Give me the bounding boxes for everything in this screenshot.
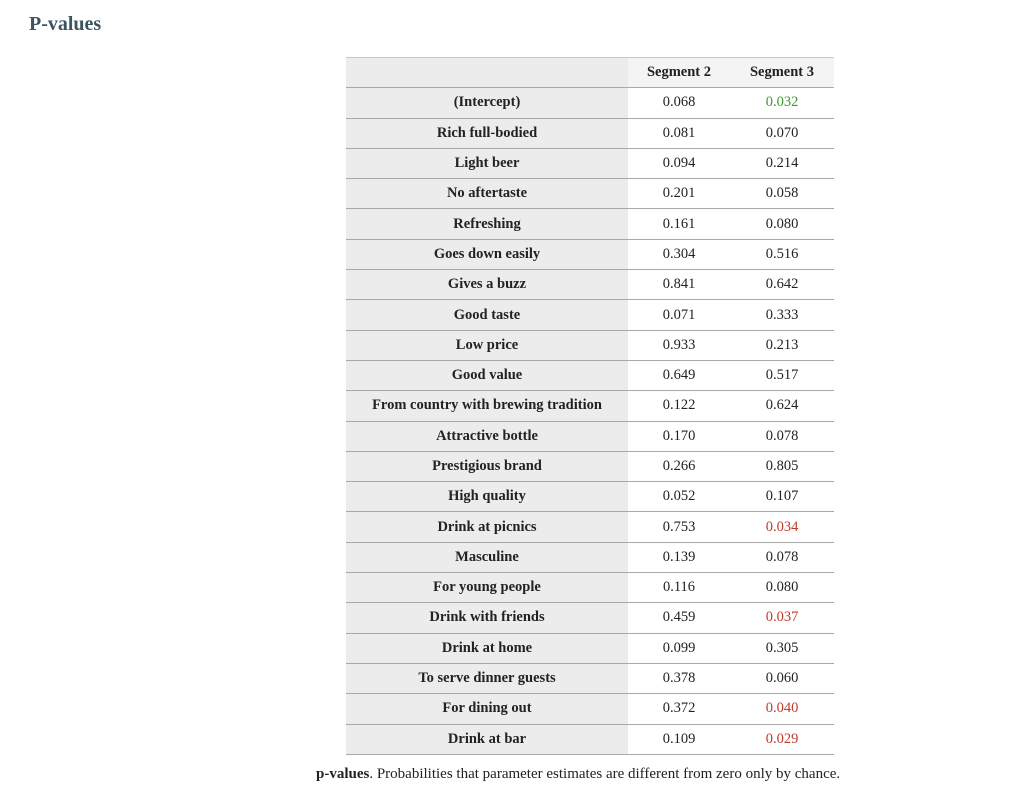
segment-2-value: 0.170 — [628, 421, 730, 451]
table-row — [346, 633, 834, 663]
segment-2-value: 0.304 — [628, 239, 730, 269]
row-label: High quality — [346, 482, 628, 512]
row-label: Drink at picnics — [346, 512, 628, 542]
row-label: Prestigious brand — [346, 451, 628, 481]
page-title: P-values — [29, 13, 102, 35]
segment-2-value: 0.068 — [628, 88, 730, 118]
header-corner — [346, 58, 628, 88]
table-row — [346, 542, 834, 572]
segment-3-value: 0.070 — [730, 118, 834, 148]
table-row — [346, 300, 834, 330]
header-row — [346, 58, 834, 88]
segment-3-value: 0.080 — [730, 573, 834, 603]
segment-2-value: 0.933 — [628, 330, 730, 360]
caption-text: . Probabilities that parameter estimates are different from zero only by chance. — [369, 766, 841, 782]
table-body — [346, 88, 834, 755]
table-row — [346, 360, 834, 390]
row-label: Rich full-bodied — [346, 118, 628, 148]
row-label: Good value — [346, 360, 628, 390]
table-row — [346, 391, 834, 421]
p-values-table-container — [346, 57, 834, 755]
table-caption — [316, 766, 840, 783]
table-row — [346, 451, 834, 481]
table-row — [346, 330, 834, 360]
segment-3-value: 0.037 — [730, 603, 834, 633]
segment-3-value: 0.078 — [730, 421, 834, 451]
header-segment-3: Segment 3 — [730, 58, 834, 88]
segment-2-value: 0.372 — [628, 694, 730, 724]
segment-2-value: 0.201 — [628, 179, 730, 209]
segment-2-value: 0.266 — [628, 451, 730, 481]
segment-3-value: 0.305 — [730, 633, 834, 663]
segment-2-value: 0.081 — [628, 118, 730, 148]
header-segment-2: Segment 2 — [628, 58, 730, 88]
row-label: From country with brewing tradition — [346, 391, 628, 421]
row-label: Drink at home — [346, 633, 628, 663]
segment-2-value: 0.459 — [628, 603, 730, 633]
table-header — [346, 58, 834, 88]
segment-3-value: 0.078 — [730, 542, 834, 572]
row-label: Light beer — [346, 148, 628, 178]
table-row — [346, 421, 834, 451]
segment-3-value: 0.060 — [730, 663, 834, 693]
segment-3-value: 0.642 — [730, 270, 834, 300]
segment-3-value: 0.029 — [730, 724, 834, 754]
segment-3-value: 0.032 — [730, 88, 834, 118]
segment-2-value: 0.649 — [628, 360, 730, 390]
row-label: For young people — [346, 573, 628, 603]
row-label: Goes down easily — [346, 239, 628, 269]
segment-3-value: 0.107 — [730, 482, 834, 512]
segment-3-value: 0.213 — [730, 330, 834, 360]
row-label: No aftertaste — [346, 179, 628, 209]
row-label: Attractive bottle — [346, 421, 628, 451]
row-label: To serve dinner guests — [346, 663, 628, 693]
segment-3-value: 0.516 — [730, 239, 834, 269]
row-label: Drink at bar — [346, 724, 628, 754]
segment-3-value: 0.040 — [730, 694, 834, 724]
table-row — [346, 239, 834, 269]
row-label: Refreshing — [346, 209, 628, 239]
table-row — [346, 482, 834, 512]
segment-2-value: 0.099 — [628, 633, 730, 663]
row-label: Good taste — [346, 300, 628, 330]
segment-2-value: 0.094 — [628, 148, 730, 178]
table-row — [346, 179, 834, 209]
table-row — [346, 512, 834, 542]
segment-3-value: 0.805 — [730, 451, 834, 481]
segment-3-value: 0.214 — [730, 148, 834, 178]
segment-3-value: 0.517 — [730, 360, 834, 390]
table-row — [346, 209, 834, 239]
row-label: (Intercept) — [346, 88, 628, 118]
segment-2-value: 0.378 — [628, 663, 730, 693]
segment-2-value: 0.139 — [628, 542, 730, 572]
p-values-table — [346, 57, 834, 755]
table-row — [346, 573, 834, 603]
segment-3-value: 0.333 — [730, 300, 834, 330]
segment-2-value: 0.122 — [628, 391, 730, 421]
segment-3-value: 0.080 — [730, 209, 834, 239]
table-row — [346, 88, 834, 118]
table-row — [346, 663, 834, 693]
row-label: Gives a buzz — [346, 270, 628, 300]
table-row — [346, 270, 834, 300]
segment-3-value: 0.034 — [730, 512, 834, 542]
segment-2-value: 0.052 — [628, 482, 730, 512]
segment-2-value: 0.109 — [628, 724, 730, 754]
segment-2-value: 0.116 — [628, 573, 730, 603]
segment-3-value: 0.058 — [730, 179, 834, 209]
table-row — [346, 148, 834, 178]
row-label: Drink with friends — [346, 603, 628, 633]
table-row — [346, 724, 834, 754]
segment-2-value: 0.841 — [628, 270, 730, 300]
segment-2-value: 0.071 — [628, 300, 730, 330]
row-label: For dining out — [346, 694, 628, 724]
table-row — [346, 694, 834, 724]
segment-2-value: 0.161 — [628, 209, 730, 239]
segment-3-value: 0.624 — [730, 391, 834, 421]
segment-2-value: 0.753 — [628, 512, 730, 542]
row-label: Masculine — [346, 542, 628, 572]
table-row — [346, 603, 834, 633]
row-label: Low price — [346, 330, 628, 360]
caption-term: p-values — [316, 766, 370, 782]
table-row — [346, 118, 834, 148]
